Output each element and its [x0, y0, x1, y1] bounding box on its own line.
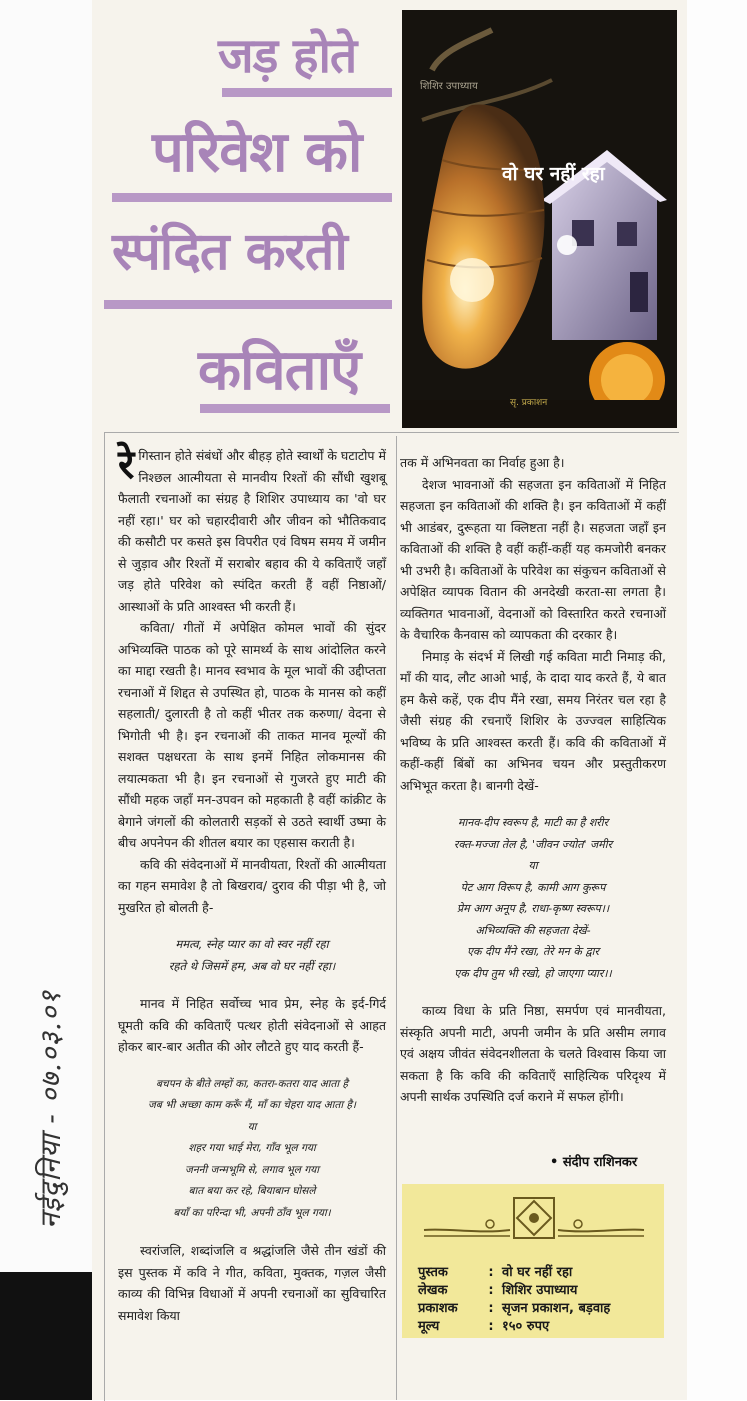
article-paragraph: रेगिस्तान होते संबंधों और बीहड़ होते स्वार्थों के घटाटोप में निश्छल आत्मीयता से मानवीय रिश्तों की सौंधी खुशबू फैलाती रचनाओं का संग्रह है शिशिर उपाध्याय का 'वो घर नहीं रहा।' घर को चहारदीवारी और जीवन को भौतिकवाद की कसौटी पर कसते इस विपरीत एवं विषम समय में जमीन से जुड़ाव और रिश्तों में सराबोर बहाव की ये कविताएँ जहाँ जड़ होते परिवेश को स्पंदित करती हैं वहीं निष्ठाओं/ आस्थाओं के प्रति आश्वस्त भी करती हैं। — [118, 442, 386, 614]
handwritten-date-note: नईदुनिया - ०७.०३.०१ — [34, 990, 67, 1229]
article-column-2 — [400, 452, 666, 1108]
headline-rule-1 — [222, 88, 392, 97]
headline-rule-4 — [200, 404, 390, 413]
cover-art — [402, 10, 677, 428]
column-divider — [396, 436, 397, 1400]
headline-rule-2 — [112, 193, 392, 202]
author-byline: • संदीप राशिनकर — [550, 1155, 638, 1170]
cover-publisher: सृ. प्रकाशन — [510, 398, 548, 408]
article-paragraph: काव्य विधा के प्रति निष्ठा, समर्पण एवं मानवीयता, संस्कृति अपनी माटी, अपनी जमीन के प्रति असीम लगाव एवं अक्षय जीवंत संवेदनशीलता के चलते विश्वास किया जा सकता है कि कवि की कविताएँ साहित्यिक परिदृश्य में अपनी सार्थक उपस्थिति दर्ज कराने में सफल होंगी। — [400, 1003, 666, 1104]
book-info-box — [402, 1184, 664, 1338]
headline-line-1: जड़ होते — [218, 28, 357, 84]
headline-line-2: परिवेश को — [152, 120, 362, 185]
headline-line-4: कविताएँ — [198, 338, 361, 403]
cover-author: शिशिर उपाध्याय — [420, 81, 478, 92]
article-paragraph: कविता/ गीतों में अपेक्षित कोमल भावों की सुंदर अभिव्यक्ति पाठक को पूरे सामर्थ्य के साथ आंदोलित करने का माद्दा रखती है। मानव स्वभाव के मूल भावों की उद्दीप्तता रचनाओं में शिद्दत से उपस्थित हो, पाठक के मानस को कहीं सहलाती/ दुलारती है तो कहीं भीतर तक करुणा/ वेदना से भिगोती भी है। इन रचनाओं की ताकत मानव मूल्यों की सशक्त पक्षधरता के साथ इनमें निहित लोकमानस की लयात्मकता भी है। इन रचनाओं से गुजरते हुए माटी की सौंधी महक जहाँ मन-उपवन को महकाती है वहीं कांक्रीट के बेगाने जंगलों की कोलतारी सड़कों से उठते स्वार्थी उष्मा के बीच अपनेपन की शीतल बयार का एहसास कराती है। — [118, 620, 386, 850]
info-row-book: पुस्तक : वो घर नहीं रहा — [418, 1265, 573, 1280]
drop-cap: रे — [118, 442, 135, 488]
article-paragraph: तक में अभिनवता का निर्वाह हुआ है। — [400, 455, 565, 470]
book-cover-image — [402, 10, 677, 428]
article-paragraph: देशज भावनाओं की सहजता इन कविताओं में निहित सहजता इन कविताओं की शक्ति है। इन कविताओं में कहीं भी आडंबर, दुरूहता या क्लिष्टता नहीं है। सहजता जहाँ इन कविताओं की शक्ति है वहीं कहीं-कहीं यह कमजोरी बनकर भी उभरी है। कविताओं के परिवेश का संकुचन कविताओं से अपेक्षित व्यापक वितान की अनदेखी करता-सा लगता है। व्यक्तिगत भावनाओं, वेदनाओं को विस्तारित करते रचनाओं के वैचारिक कैनवास को व्यापकता की दरकार है। — [400, 476, 666, 642]
article-paragraph: निमाड़ के संदर्भ में लिखी गई कविता माटी निमाड़ की, माँ की याद, लौट आओ भाई, के दादा याद करते हैं, ये बात हम कैसे कहें, एक दीप मैंने रखा, समय निरंतर चल रहा है जैसी संग्रह की रचनाएँ शिशिर के उज्ज्वल साहित्यिक भविष्य के प्रति आश्वस्त करती हैं। कवि की कविताओं में कहीं-कहीं बिंबों का अभिनव चयन और प्रस्तुतीकरण अभिभूत करता है। बानगी देखें- — [400, 648, 666, 793]
article-paragraph: स्वरांजलि, शब्दांजलि व श्रद्धांजलि जैसे तीन खंडों की इस पुस्तक में कवि ने गीत, कविता, मुक्तक, गज़ल जैसी काव्य की विभिन्न विधाओं में अपनी रचनाओं का सुविचारित समावेश किया — [118, 1243, 386, 1323]
info-row-author: लेखक : शिशिर उपाध्याय — [418, 1283, 578, 1298]
article-column-1 — [118, 442, 386, 1326]
scan-margin — [0, 0, 92, 1400]
info-row-price: मूल्य : १५० रुपए — [418, 1319, 550, 1334]
scan-dark-edge — [0, 1272, 92, 1400]
article-paragraph: मानव में निहित सर्वोच्च भाव प्रेम, स्नेह के इर्द-गिर्द घूमती कवि की कविताएँ पत्थर होती संवेदनाओं से आहत होकर बार-बार अतीत की ओर लौटते हुए याद करती हैं- — [118, 996, 386, 1054]
poem-excerpt-2: बचपन के बीते लम्हों का, कतरा-कतरा याद आता है जब भी अच्छा काम करूँ मैं, माँ का चेहरा याद आता है। या शहर गया भाई मेरा, गाँव भूल गया जननी जन्मभूमि से, लगाव भूल गया बात बया कर रहे, बियाबान घोसले बयाँ का परिन्दा भी, अपनी ठाँव भूल गया। — [148, 1077, 356, 1219]
poem-excerpt-1: ममत्व, स्नेह प्यार का वो स्वर नहीं रहा रहते थे जिसमें हम, अब वो घर नहीं रहा। — [168, 937, 336, 973]
decorative-ornament — [420, 1190, 648, 1246]
poem-excerpt-3: मानव-दीप स्वरूप है, माटी का है शरीर रक्त-मज्जा तेल है, 'जीवन ज्योत' जमीर या पेट आग विरूप है, कामी आग कुरूप प्रेम आग अनूप है, राधा-कृष्ण स्वरूप।। अभिव्यक्ति की सहजता देखें- एक दीप मैंने रखा, तेरे मन के द्वार एक दीप तुम भी रखो, हो जाएगा प्यार।। — [453, 816, 613, 980]
article-paragraph: कवि की संवेदनाओं में मानवीयता, रिश्तों की आत्मीयता का गहन समावेश है तो बिखराव/ दुराव की पीड़ा भी है, जो मुखरित हो बोलती है- — [118, 856, 386, 915]
cover-title: वो घर नहीं रहा — [502, 163, 605, 185]
headline-rule-3 — [104, 300, 392, 309]
info-row-publisher: प्रकाशक : सृजन प्रकाशन, बड़वाह — [418, 1301, 611, 1316]
headline-line-3: स्पंदित करती — [112, 222, 347, 282]
scan-right-margin — [687, 0, 747, 1400]
